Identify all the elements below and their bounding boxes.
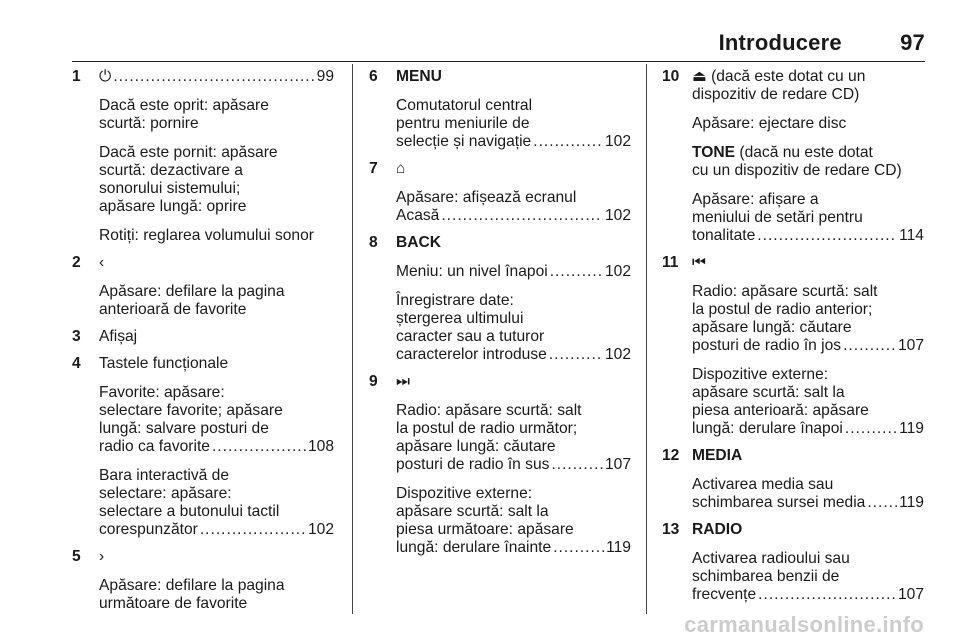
page-ref: 99 xyxy=(316,68,334,85)
paragraph xyxy=(692,115,924,133)
text-fragment: (dacă este dotat cu un xyxy=(706,68,866,85)
text-line: anterioară de favorite xyxy=(99,301,247,318)
entry-number: 3 xyxy=(72,328,81,345)
paragraph xyxy=(99,283,334,319)
toc-line xyxy=(99,68,334,86)
entry-10 xyxy=(662,68,924,245)
text-line: Apăsare: defilare la pagina xyxy=(99,283,285,300)
toc-line xyxy=(99,521,334,539)
paragraph xyxy=(99,227,334,245)
dot-leader xyxy=(843,337,896,355)
entry-number: 11 xyxy=(662,254,679,271)
paragraph xyxy=(99,144,334,216)
entry-number: 10 xyxy=(662,68,680,85)
text-line: tonalitate xyxy=(692,227,756,244)
text-line: Dacă este oprit: apăsare xyxy=(99,97,269,114)
entry-3 xyxy=(72,328,334,346)
text-line: la postul de radio anterior; xyxy=(692,301,873,318)
dot-leader xyxy=(758,586,896,604)
dot-leader xyxy=(113,68,314,86)
toc-line xyxy=(692,227,924,245)
page-ref: 102 xyxy=(604,263,631,280)
text-line: Meniu: un nivel înapoi xyxy=(396,263,548,280)
entry-number: 9 xyxy=(369,373,378,390)
entry-title: MENU xyxy=(396,68,442,85)
page-ref: 107 xyxy=(604,456,631,473)
paragraph xyxy=(692,144,924,180)
entry-number: 6 xyxy=(369,68,378,85)
text-line: caracter sau a tuturor xyxy=(396,328,545,345)
toc-line xyxy=(692,494,924,512)
text-line: schimbarea sursei media xyxy=(692,494,866,511)
page-number: 97 xyxy=(900,30,925,55)
toc-line xyxy=(396,133,631,151)
paragraph xyxy=(692,191,924,245)
entry-12 xyxy=(662,447,924,512)
text-line: Dacă este pornit: apăsare xyxy=(99,144,278,161)
tone-label: TONE xyxy=(692,144,736,161)
page-ref: 107 xyxy=(897,586,924,603)
text-line: apăsare lungă: căutare xyxy=(396,438,556,455)
text-line: lungă: derulare înapoi xyxy=(692,420,843,437)
column-1 xyxy=(72,68,334,622)
eject-icon: ⏏ xyxy=(692,68,707,85)
text-line: apăsare lungă: oprire xyxy=(99,198,247,215)
skip-back-icon: ⏮ xyxy=(692,254,707,271)
text-fragment: (dacă nu este dotat xyxy=(735,144,873,161)
text-line: Dispozitive externe: xyxy=(396,485,533,502)
entry-2 xyxy=(72,254,334,319)
entry-title: Tastele funcționale xyxy=(99,355,229,372)
toc-line xyxy=(396,456,631,474)
chevron-right-icon: › xyxy=(99,548,105,565)
text-line: apăsare scurtă: salt la xyxy=(692,384,845,401)
page-ref: 102 xyxy=(604,346,631,363)
text-line: Comutatorul central xyxy=(396,97,533,114)
text-line: lungă: salvare posturi de xyxy=(99,420,269,437)
paragraph xyxy=(396,263,631,281)
text-line: selectare: apăsare: xyxy=(99,485,232,502)
paragraph xyxy=(99,467,334,539)
paragraph xyxy=(692,550,924,604)
paragraph xyxy=(396,97,631,151)
toc-line xyxy=(692,337,924,355)
text-line: următoare de favorite xyxy=(99,595,248,612)
entry-11 xyxy=(662,254,924,438)
page-header xyxy=(0,30,925,56)
text-line: apăsare scurtă: salt la xyxy=(396,503,549,520)
home-icon: ⌂ xyxy=(396,160,406,177)
text-line: radio ca favorite xyxy=(99,438,210,455)
paragraph xyxy=(99,384,334,456)
paragraph xyxy=(692,366,924,438)
entry-title: BACK xyxy=(396,234,442,251)
page-ref: 108 xyxy=(307,438,334,455)
dot-leader xyxy=(757,227,897,245)
text-line: posturi de radio în sus xyxy=(396,456,550,473)
entry-9 xyxy=(369,373,631,557)
dot-leader xyxy=(867,494,897,512)
entry-title xyxy=(692,68,924,86)
page-ref: 119 xyxy=(899,494,924,511)
text-line: Dispozitive externe: xyxy=(692,366,829,383)
text-line: selectare a butonului tactil xyxy=(99,503,280,520)
chevron-left-icon: ‹ xyxy=(99,254,105,271)
text-line xyxy=(692,144,924,162)
entry-number: 12 xyxy=(662,447,680,464)
entry-title: RADIO xyxy=(692,521,743,538)
text-line: Apăsare: afișare a xyxy=(692,191,819,208)
text-line: Radio: apăsare scurtă: salt xyxy=(692,283,878,300)
entry-number: 4 xyxy=(72,355,81,372)
text-line: piesa următoare: apăsare xyxy=(396,521,574,538)
text-line: Activarea radioului sau xyxy=(692,550,850,567)
page-ref: 102 xyxy=(604,207,631,224)
entry-title: Afișaj xyxy=(99,328,138,345)
dot-leader xyxy=(553,539,604,557)
entry-8 xyxy=(369,234,631,364)
paragraph xyxy=(396,292,631,364)
column-2 xyxy=(369,68,631,566)
toc-line xyxy=(692,420,924,438)
text-line: Apăsare: afișează ecranul xyxy=(396,189,577,206)
text-line: Apăsare: defilare la pagina xyxy=(99,577,285,594)
text-line: cu un dispozitiv de redare CD) xyxy=(692,162,902,179)
column-3 xyxy=(662,68,924,613)
text-line: dispozitiv de redare CD) xyxy=(692,86,860,103)
text-line: meniului de setări pentru xyxy=(692,209,863,226)
paragraph xyxy=(692,476,924,512)
dot-leader xyxy=(212,438,306,456)
text-line: corespunzător xyxy=(99,521,198,538)
header-rule xyxy=(72,61,925,62)
text-line: scurtă: pornire xyxy=(99,115,199,132)
page-ref: 107 xyxy=(897,337,924,354)
dot-leader xyxy=(533,133,603,151)
page-ref: 102 xyxy=(307,521,334,538)
text-line: Favorite: apăsare: xyxy=(99,384,225,401)
entry-7 xyxy=(369,160,631,225)
entry-number: 13 xyxy=(662,521,680,538)
dot-leader xyxy=(441,207,603,225)
text-line: selecție și navigație xyxy=(396,133,532,150)
text-line: scurtă: dezactivare a xyxy=(99,162,243,179)
text-line: Radio: apăsare scurtă: salt xyxy=(396,402,582,419)
text-line: piesa anterioară: apăsare xyxy=(692,402,869,419)
entry-number: 8 xyxy=(369,234,378,251)
text-line: frecvențe xyxy=(692,586,757,603)
entry-number: 1 xyxy=(72,68,81,85)
entry-number: 7 xyxy=(369,160,378,177)
text-line: Activarea media sau xyxy=(692,476,834,493)
toc-line xyxy=(396,263,631,281)
entry-number: 5 xyxy=(72,548,81,565)
entry-1 xyxy=(72,68,334,245)
text-line: sonorului sistemului; xyxy=(99,180,241,197)
toc-line xyxy=(396,346,631,364)
toc-line xyxy=(396,207,631,225)
dot-leader xyxy=(200,521,306,539)
entry-title: MEDIA xyxy=(692,447,743,464)
entry-number: 2 xyxy=(72,254,81,271)
paragraph xyxy=(396,402,631,474)
dot-leader xyxy=(845,420,897,438)
text-line: Acasă xyxy=(396,207,440,224)
skip-forward-icon: ⏭ xyxy=(396,373,411,390)
column-divider xyxy=(352,64,353,614)
text-line: caracterelor introduse xyxy=(396,346,547,363)
entry-13 xyxy=(662,521,924,604)
page-ref: 114 xyxy=(899,227,924,244)
text-line: Rotiți: reglarea volumului sonor xyxy=(99,227,314,244)
entry-5 xyxy=(72,548,334,613)
paragraph xyxy=(99,97,334,133)
section-title: Introducere xyxy=(718,30,842,55)
text-line: posturi de radio în jos xyxy=(692,337,842,354)
toc-line xyxy=(692,586,924,604)
dot-leader xyxy=(549,346,603,364)
text-line: pentru meniurile de xyxy=(396,115,530,132)
paragraph xyxy=(99,577,334,613)
text-line: selectare favorite; apăsare xyxy=(99,402,283,419)
dot-leader xyxy=(550,263,603,281)
page-ref: 119 xyxy=(606,539,631,556)
watermark: carmanualsonline.info xyxy=(684,612,924,637)
paragraph xyxy=(396,189,631,225)
entry-4 xyxy=(72,355,334,539)
text-line: la postul de radio următor; xyxy=(396,420,578,437)
text-line: apăsare lungă: căutare xyxy=(692,319,852,336)
text-line: Înregistrare date: xyxy=(396,292,514,309)
paragraph xyxy=(396,485,631,557)
text-line: ștergerea ultimului xyxy=(396,310,524,327)
text-line: Bara interactivă de xyxy=(99,467,230,484)
toc-line xyxy=(396,539,631,557)
entry-6 xyxy=(369,68,631,151)
toc-line xyxy=(99,438,334,456)
page-ref: 102 xyxy=(604,133,631,150)
paragraph xyxy=(692,283,924,355)
dot-leader xyxy=(551,456,603,474)
page-ref: 119 xyxy=(899,420,924,437)
power-icon: ⏻ xyxy=(99,68,112,85)
text-line: lungă: derulare înainte xyxy=(396,539,552,556)
text-line: Apăsare: ejectare disc xyxy=(692,115,847,132)
column-divider xyxy=(646,64,647,614)
text-line: schimbarea benzii de xyxy=(692,568,840,585)
